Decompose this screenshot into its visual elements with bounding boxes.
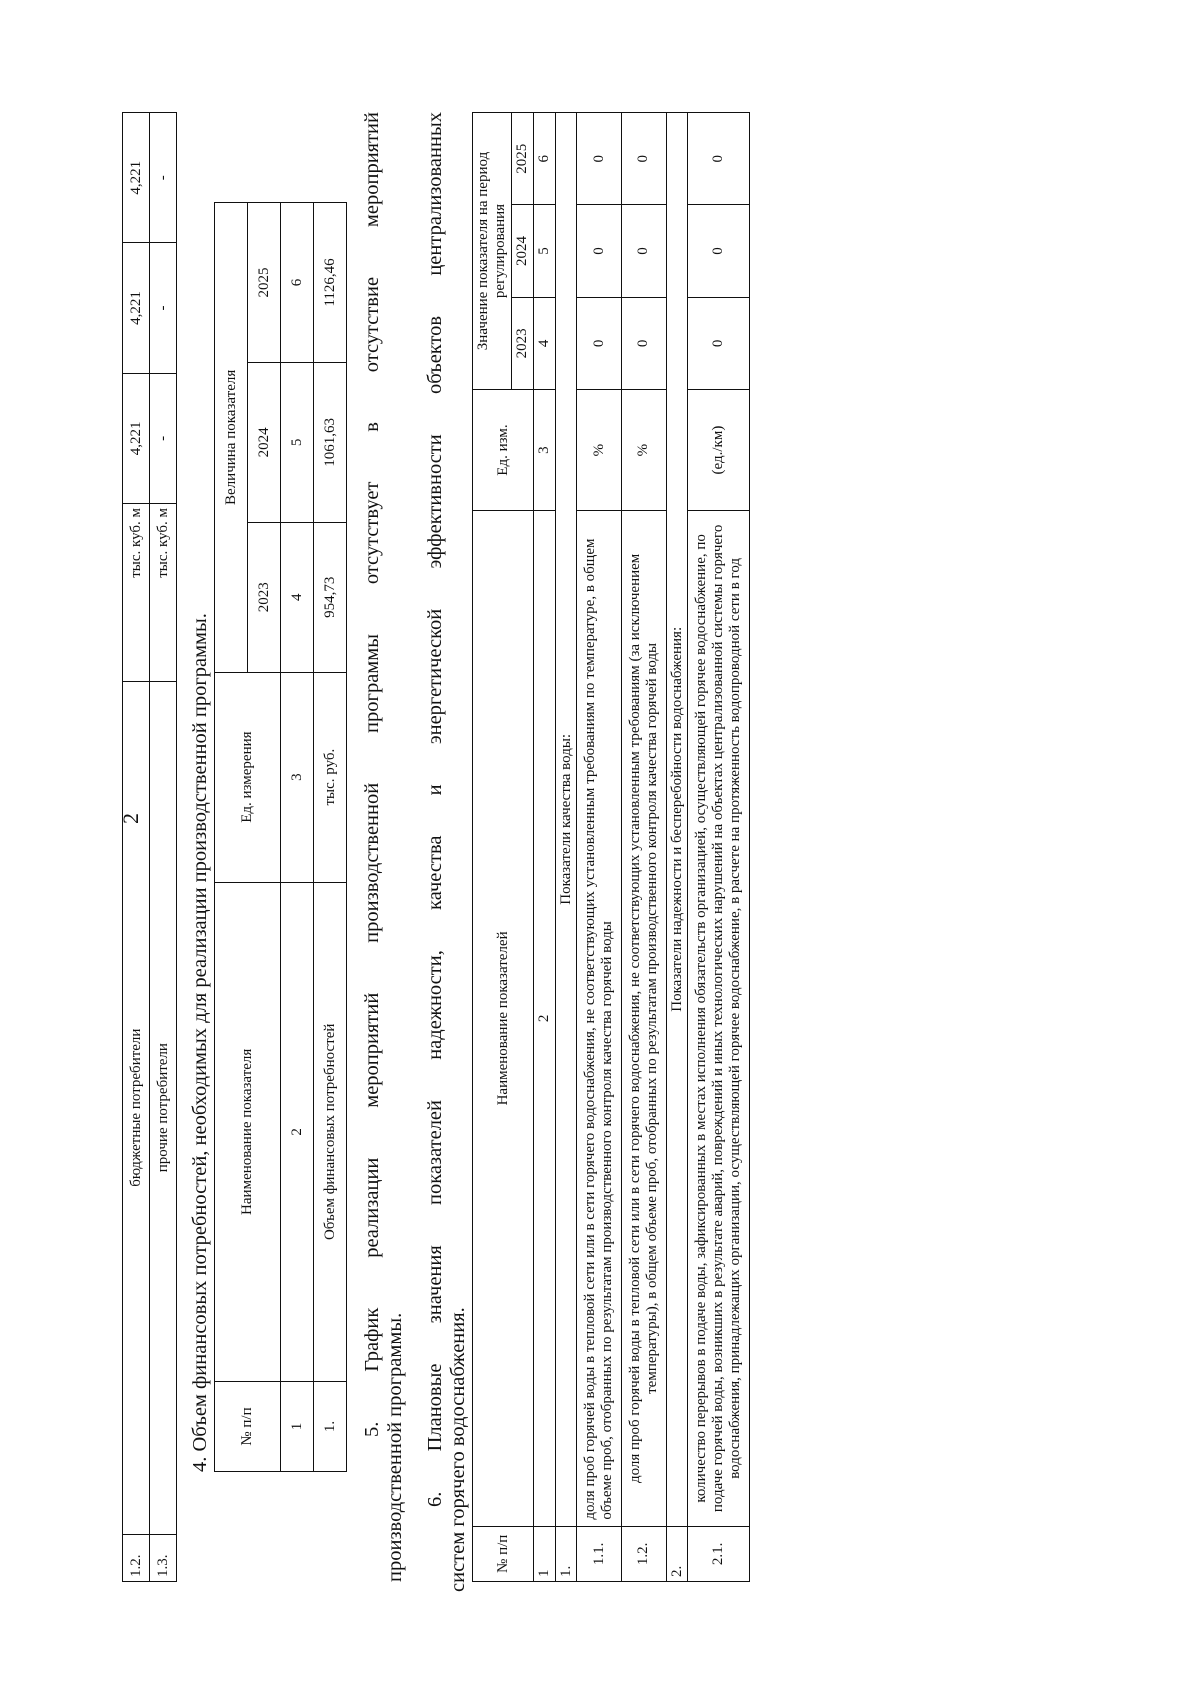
group-title: Показатели качества воды: [555, 113, 577, 1527]
value-2023: 0 [622, 297, 667, 389]
index-cell: 6 [281, 203, 314, 363]
index-cell: 6 [533, 113, 555, 205]
header-num: № п/п [473, 1526, 533, 1581]
indicators-table [472, 112, 749, 1582]
value-2025: - [150, 113, 177, 243]
row-name: прочие потребители [150, 681, 177, 1534]
value-2024: - [150, 243, 177, 373]
value-2023: 954,73 [314, 522, 347, 672]
section5-line1: 5. График реализации мероприятий производственной программы отсутствует в отсутствие мероприятий [361, 112, 383, 1437]
value-2025: 0 [688, 113, 749, 205]
header-2023: 2023 [248, 522, 281, 672]
index-cell: 1 [281, 1382, 314, 1472]
header-name: Наименование показателя [215, 882, 281, 1382]
value-2025: 0 [622, 113, 667, 205]
group-row [666, 113, 688, 1582]
table-row [577, 113, 622, 1582]
row-name: доля проб горячей воды в тепловой сети или в сети горячего водоснабжения, не соответствующих установленным требованиям (за исключением температуры), в общем объеме проб, отобранных по результатам производственного контроля качества горячей воды [622, 511, 667, 1526]
document-content [80, 112, 750, 1592]
header-unit: Ед. изм. [473, 389, 533, 510]
row-number: 2.1. [688, 1526, 749, 1581]
value-2023: 4,221 [123, 373, 150, 503]
row-name: Объем финансовых потребностей [314, 882, 347, 1382]
section6-line1: 6. Плановые значения показателей надежности, качества и энергетической эффективности объектов централизованных [423, 112, 446, 1507]
row-number: 1.1. [577, 1526, 622, 1581]
group-number: 2. [666, 1526, 688, 1581]
row-unit: тыс. куб. м [150, 503, 177, 681]
page-number: 2 [118, 813, 143, 824]
table-row [688, 113, 749, 1582]
table-row [314, 203, 347, 1472]
value-2024: 0 [688, 205, 749, 297]
index-cell: 2 [281, 882, 314, 1382]
table-row [622, 113, 667, 1582]
value-2024: 0 [577, 205, 622, 297]
header-2023: 2023 [512, 297, 534, 389]
group-title: Показатели надежности и бесперебойности водоснабжения: [666, 113, 688, 1527]
value-2025: 1126,46 [314, 203, 347, 363]
index-cell: 5 [533, 205, 555, 297]
group-row [555, 113, 577, 1582]
value-2023: - [150, 373, 177, 503]
header-unit: Ед. измерения [215, 672, 281, 882]
row-name: доля проб горячей воды в тепловой сети или в сети горячего водоснабжения, не соответствующих установленным требованиям по температуре, в общем объеме проб, отобранных по результатам производственного контроля качества горячей воды [577, 511, 622, 1526]
section4-heading: 4. Объем финансовых потребностей, необходимых для реализации производственной программы. [189, 613, 211, 1472]
row-number: 1.2. [123, 1534, 150, 1581]
value-2025: 4,221 [123, 113, 150, 243]
row-number: 1. [314, 1382, 347, 1472]
header-2025: 2025 [512, 113, 534, 205]
index-cell: 3 [533, 389, 555, 510]
index-cell: 4 [533, 297, 555, 389]
index-cell: 3 [281, 672, 314, 882]
index-row [533, 113, 555, 1582]
header-2024: 2024 [512, 205, 534, 297]
index-cell: 2 [533, 511, 555, 1526]
header-num: № п/п [215, 1382, 281, 1472]
row-unit: тыс. руб. [314, 672, 347, 882]
table-row [150, 113, 177, 1582]
table-row [123, 113, 150, 1582]
financial-needs-table [214, 202, 347, 1472]
index-row [281, 203, 314, 1472]
row-unit: % [622, 389, 667, 510]
header-value-group: Значение показателя на период регулирования [473, 113, 512, 390]
header-2024: 2024 [248, 362, 281, 522]
row-number: 1.3. [150, 1534, 177, 1581]
value-2024: 4,221 [123, 243, 150, 373]
header-2025: 2025 [248, 203, 281, 363]
row-unit: тыс. куб. м [123, 503, 150, 681]
value-2025: 0 [577, 113, 622, 205]
header-name: Наименование показателей [473, 511, 533, 1526]
continued-volume-table [122, 112, 177, 1582]
group-number: 1. [555, 1526, 577, 1581]
value-2023: 0 [577, 297, 622, 389]
row-number: 1.2. [622, 1526, 667, 1581]
value-2024: 0 [622, 205, 667, 297]
row-unit: (ед./км) [688, 389, 749, 510]
row-name: количество перерывов в подаче воды, зафиксированных в местах исполнения обязательств организацией, осуществляющей горячее водоснабжение, по подаче горячей воды, возникших в результате аварий, повреждений и иных технологических нарушений на объектах централизованной системы горячего водоснабжения, принадлежащих организации, осуществляющей горячее водоснабжение, в расчете на протяженность водопроводной сети в год [688, 511, 749, 1526]
header-value-group: Величина показателя [215, 203, 248, 673]
row-unit: % [577, 389, 622, 510]
row-name: бюджетные потребители [123, 681, 150, 1534]
index-cell: 5 [281, 362, 314, 522]
index-cell: 1 [533, 1526, 555, 1581]
section5-line2: производственной программы. [384, 1312, 407, 1582]
value-2023: 0 [688, 297, 749, 389]
section6-line2: систем горячего водоснабжения. [447, 1307, 470, 1592]
value-2024: 1061,63 [314, 362, 347, 522]
index-cell: 4 [281, 522, 314, 672]
